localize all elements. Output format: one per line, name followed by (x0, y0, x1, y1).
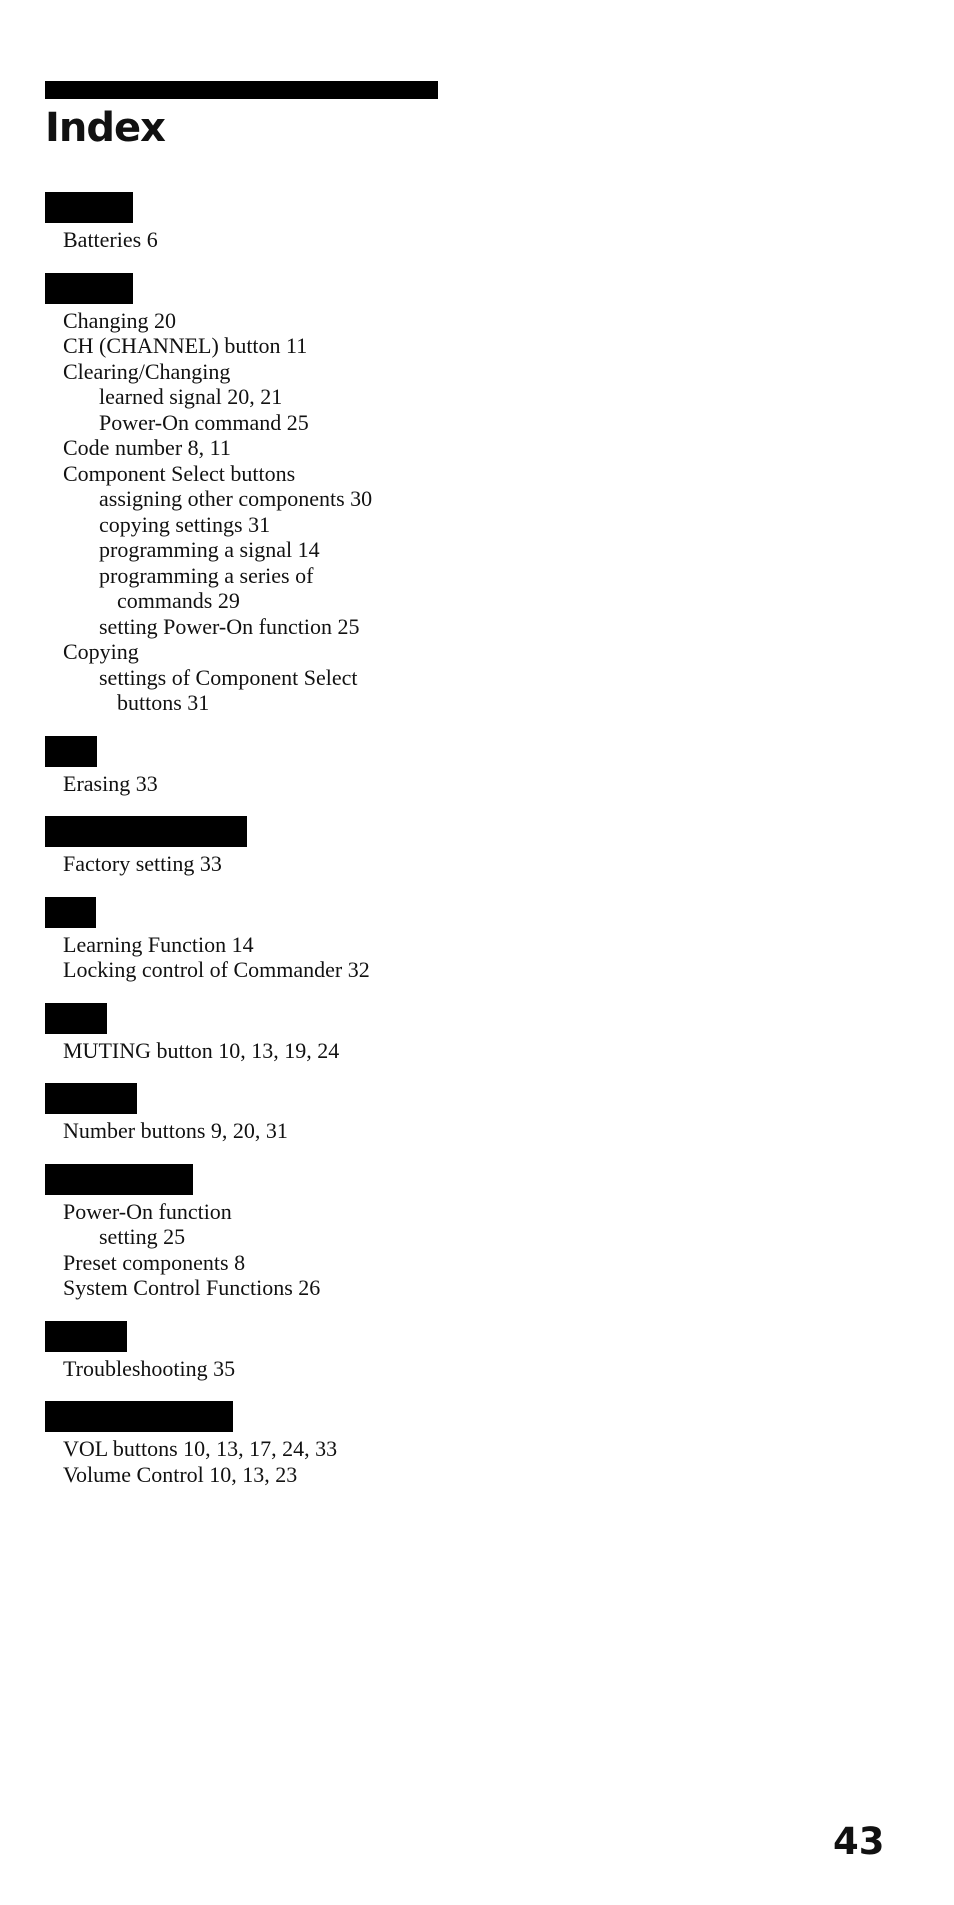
index-entry: CH (CHANNEL) button 11 (63, 333, 308, 358)
page-number: 43 (833, 1820, 885, 1863)
index-entry: Power-On command 25 (99, 409, 309, 435)
index-entry: copying settings 31 (99, 511, 271, 537)
index-section (45, 816, 565, 877)
index-entry: programming a signal 14 (99, 537, 320, 562)
index-entry: assigning other components 30 (99, 486, 373, 511)
index-entry: Copying (63, 639, 139, 664)
section-letter-bar (45, 736, 97, 767)
section-letter-bar (45, 1401, 233, 1432)
index-section (45, 1321, 565, 1382)
index-entry: setting 25 (99, 1224, 186, 1249)
index-list (45, 192, 565, 1507)
page-title: Index (45, 105, 165, 151)
section-letter-bar (45, 816, 247, 847)
index-entry: Learning Function 14 (63, 931, 254, 957)
index-entry: learned signal 20, 21 (99, 384, 283, 409)
index-entry: Clearing/Changing (63, 358, 231, 384)
index-section (45, 1164, 565, 1301)
index-entry: VOL buttons 10, 13, 17, 24, 33 (63, 1436, 338, 1461)
index-entry: Power-On function (63, 1198, 232, 1224)
index-entry: Volume Control 10, 13, 23 (63, 1461, 298, 1487)
index-section (45, 1401, 565, 1487)
index-entry: commands 29 (117, 588, 240, 613)
index-entry: programming a series of (99, 562, 314, 588)
index-section (45, 736, 565, 797)
section-letter-bar (45, 1321, 127, 1352)
index-entry: System Control Functions 26 (63, 1275, 321, 1300)
section-letter-bar (45, 273, 133, 304)
index-entry: Erasing 33 (63, 770, 158, 796)
section-letter-bar (45, 1003, 107, 1034)
section-letter-bar (45, 1164, 193, 1195)
index-entry: setting Power-On function 25 (99, 613, 360, 639)
section-letter-bar (45, 897, 96, 928)
index-entry: Batteries 6 (63, 227, 158, 252)
index-entry: Changing 20 (63, 307, 177, 333)
index-entry: settings of Component Select (99, 664, 358, 690)
section-letter-bar (45, 1083, 137, 1114)
title-rule (45, 81, 438, 99)
index-entry: Component Select buttons (63, 460, 296, 486)
index-section (45, 192, 565, 253)
index-entry: MUTING button 10, 13, 19, 24 (63, 1037, 340, 1063)
index-entry: Factory setting 33 (63, 851, 222, 876)
index-section (45, 1083, 565, 1144)
section-letter-bar (45, 192, 133, 223)
index-entry: Number buttons 9, 20, 31 (63, 1118, 288, 1143)
index-entry: Code number 8, 11 (63, 435, 231, 460)
index-entry: Preset components 8 (63, 1249, 246, 1275)
index-section (45, 273, 565, 716)
index-entry: buttons 31 (117, 690, 210, 715)
index-section (45, 1003, 565, 1064)
index-entry: Locking control of Commander 32 (63, 957, 370, 982)
index-entry: Troubleshooting 35 (63, 1355, 236, 1381)
index-section (45, 897, 565, 983)
